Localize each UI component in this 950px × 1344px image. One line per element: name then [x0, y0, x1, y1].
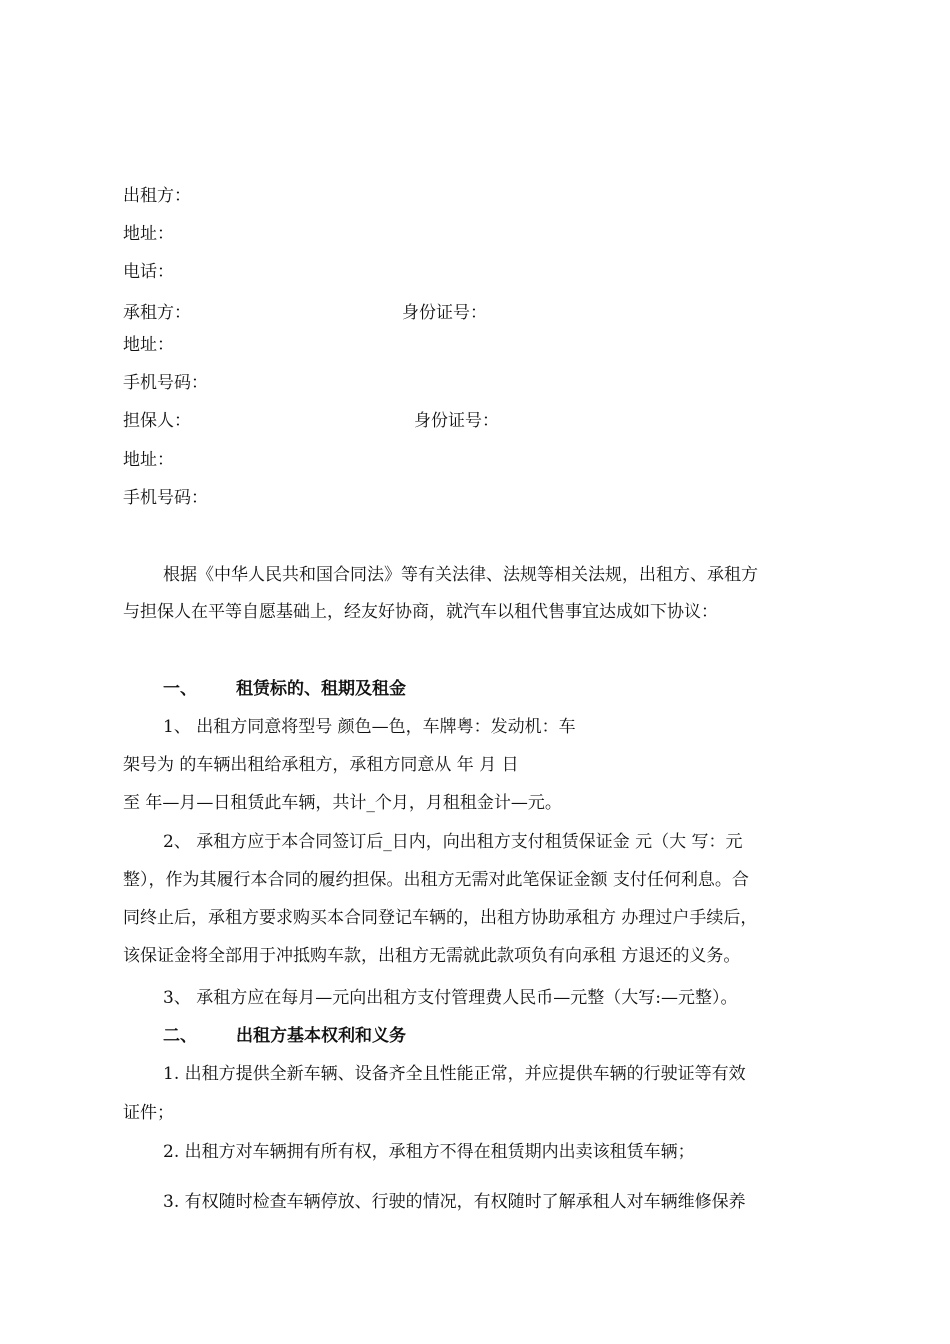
lessee-id-label: 身份证号： [402, 303, 487, 323]
section-1-number: 一、 [163, 679, 197, 699]
lessor-label: 出租方： [123, 186, 191, 206]
guarantor-address-label: 地址： [123, 450, 174, 470]
guarantor-label: 担保人： [123, 411, 191, 431]
clause-1-2-line-3: 同终止后，承租方要求购买本合同登记车辆的，出租方协助承租方 办理过户手续后， [123, 908, 758, 928]
guarantor-mobile-label: 手机号码： [123, 488, 208, 508]
clause-2-2: 2. 出租方对车辆拥有所有权，承租方不得在租赁期内出卖该租赁车辆； [163, 1142, 695, 1162]
clause-2-3: 3. 有权随时检查车辆停放、行驶的情况，有权随时了解承租人对车辆维修保养 [163, 1192, 746, 1212]
lessor-address-label: 地址： [123, 224, 174, 244]
lessee-mobile-label: 手机号码： [123, 373, 208, 393]
clause-1-3: 3、 承租方应在每月—元向出租方支付管理费人民币—元整（大写:—元整）。 [163, 988, 738, 1008]
section-2-number: 二、 [163, 1026, 197, 1046]
lessee-label: 承租方： [123, 303, 191, 323]
clause-1-2-line-4: 该保证金将全部用于冲抵购车款，出租方无需就此款项负有向承租 方退还的义务。 [123, 946, 741, 966]
preamble-line-1: 根据《中华人民共和国合同法》等有关法律、法规等相关法规，出租方、承租方 [163, 565, 758, 585]
clause-1-1-line-1: 1、 出租方同意将型号 颜色—色，车牌粤：发动机：车 [163, 717, 576, 737]
section-2-title: 出租方基本权利和义务 [236, 1026, 406, 1046]
clause-1-2-line-2: 整），作为其履行本合同的履约担保。出租方无需对此笔保证金额 支付任何利息。合 [123, 870, 749, 890]
lessee-address-label: 地址： [123, 335, 174, 355]
clause-2-1-line-1: 1. 出租方提供全新车辆、设备齐全且性能正常，并应提供车辆的行驶证等有效 [163, 1064, 746, 1084]
section-1-title: 租赁标的、租期及租金 [236, 679, 406, 699]
clause-1-1-line-3: 至 年—月—日租赁此车辆，共计_个月，月租租金计—元。 [123, 793, 562, 813]
guarantor-id-label: 身份证号： [414, 411, 499, 431]
clause-1-2-line-1: 2、 承租方应于本合同签订后_日内，向出租方支付租赁保证金 元（大 写：元 [163, 832, 743, 852]
lessor-phone-label: 电话： [123, 262, 174, 282]
clause-1-1-line-2: 架号为 的车辆出租给承租方，承租方同意从 年 月 日 [123, 755, 519, 775]
preamble-line-2: 与担保人在平等自愿基础上，经友好协商，就汽车以租代售事宜达成如下协议： [123, 602, 718, 622]
clause-2-1-line-2: 证件； [123, 1103, 174, 1123]
